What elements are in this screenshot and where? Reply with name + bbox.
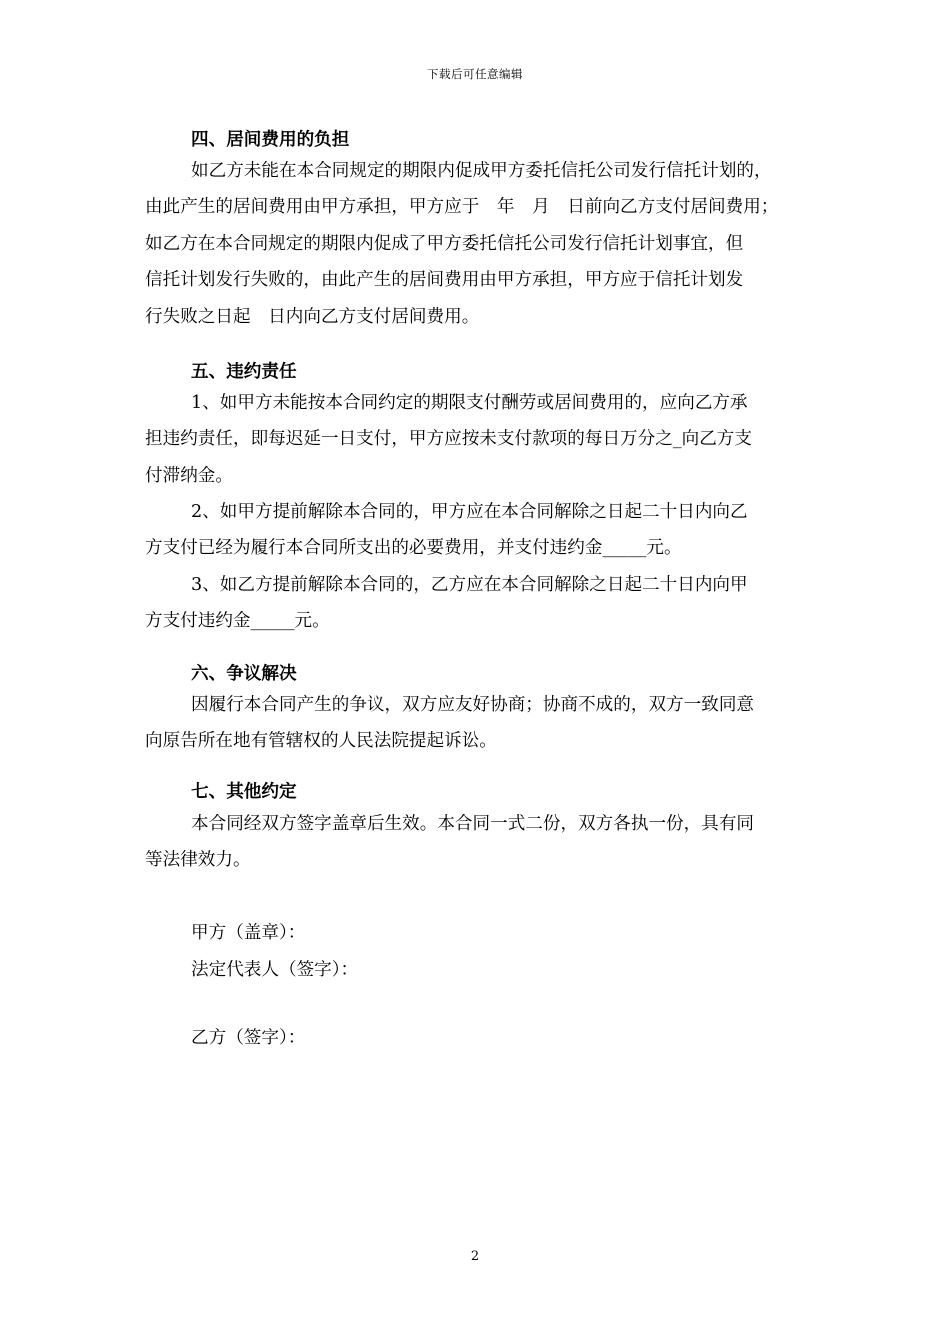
paragraph-line: 付滞纳金。 (145, 465, 233, 486)
paragraph-line: 向原告所在地有管辖权的人民法院提起诉讼。 (145, 731, 497, 752)
paragraph-line: 因履行本合同产生的争议，双方应友好协商；协商不成的，双方一致同意 (191, 695, 755, 715)
section-5-heading: 五、违约责任 (191, 361, 297, 382)
page-header: 下载后可任意编辑 (427, 67, 523, 81)
paragraph-line: 如乙方未能在本合同规定的期限内促成甲方委托信托公司发行信托计划的， (191, 161, 772, 181)
paragraph-line: 行失败之日起 日内向乙方支付居间费用。 (145, 306, 480, 327)
paragraph-line: 2、如甲方提前解除本合同的，甲方应在本合同解除之日起二十日内向乙 (191, 502, 748, 522)
section-6-heading: 六、争议解决 (191, 663, 297, 684)
paragraph-line: 担违约责任，即每迟延一日支付，甲方应按未支付款项的每日万分之_向乙方支 (145, 429, 752, 450)
paragraph-line: 1、如甲方未能按本合同约定的期限支付酬劳或居间费用的，应向乙方承 (191, 393, 748, 413)
section-5-clause-2 (145, 494, 810, 567)
legal-rep-signature-label: 法定代表人（签字）： (191, 960, 359, 980)
paragraph-line: 如乙方在本合同规定的期限内促成了甲方委托信托公司发行信托计划事宜，但 (145, 233, 744, 254)
paragraph-line: 等法律效力。 (145, 850, 251, 871)
paragraph-line: 由此产生的居间费用由甲方承担，甲方应于 年 月 日前向乙方支付居间费用； (145, 197, 779, 218)
section-4-body (145, 153, 810, 335)
page-number: 2 (470, 1249, 480, 1264)
section-5-clause-3 (145, 567, 810, 640)
section-4-heading: 四、居间费用的负担 (191, 129, 350, 150)
section-5-clause-1 (145, 385, 810, 494)
paragraph-line: 信托计划发行失败的，由此产生的居间费用由甲方承担，甲方应于信托计划发 (145, 270, 744, 291)
section-7-body (145, 806, 810, 879)
section-7-heading: 七、其他约定 (191, 781, 297, 802)
section-6-body (145, 687, 810, 760)
party-b-signature-label: 乙方（签字）： (191, 1028, 306, 1048)
paragraph-line: 本合同经双方签字盖章后生效。本合同一式二份，双方各执一份，具有同 (191, 814, 755, 834)
paragraph-line: 方支付违约金_____元。 (145, 611, 330, 632)
paragraph-line: 方支付已经为履行本合同所支出的必要费用，并支付违约金_____元。 (145, 538, 682, 559)
paragraph-line: 3、如乙方提前解除本合同的，乙方应在本合同解除之日起二十日内向甲 (191, 575, 748, 595)
party-a-signature-label: 甲方（盖章）： (191, 923, 306, 943)
